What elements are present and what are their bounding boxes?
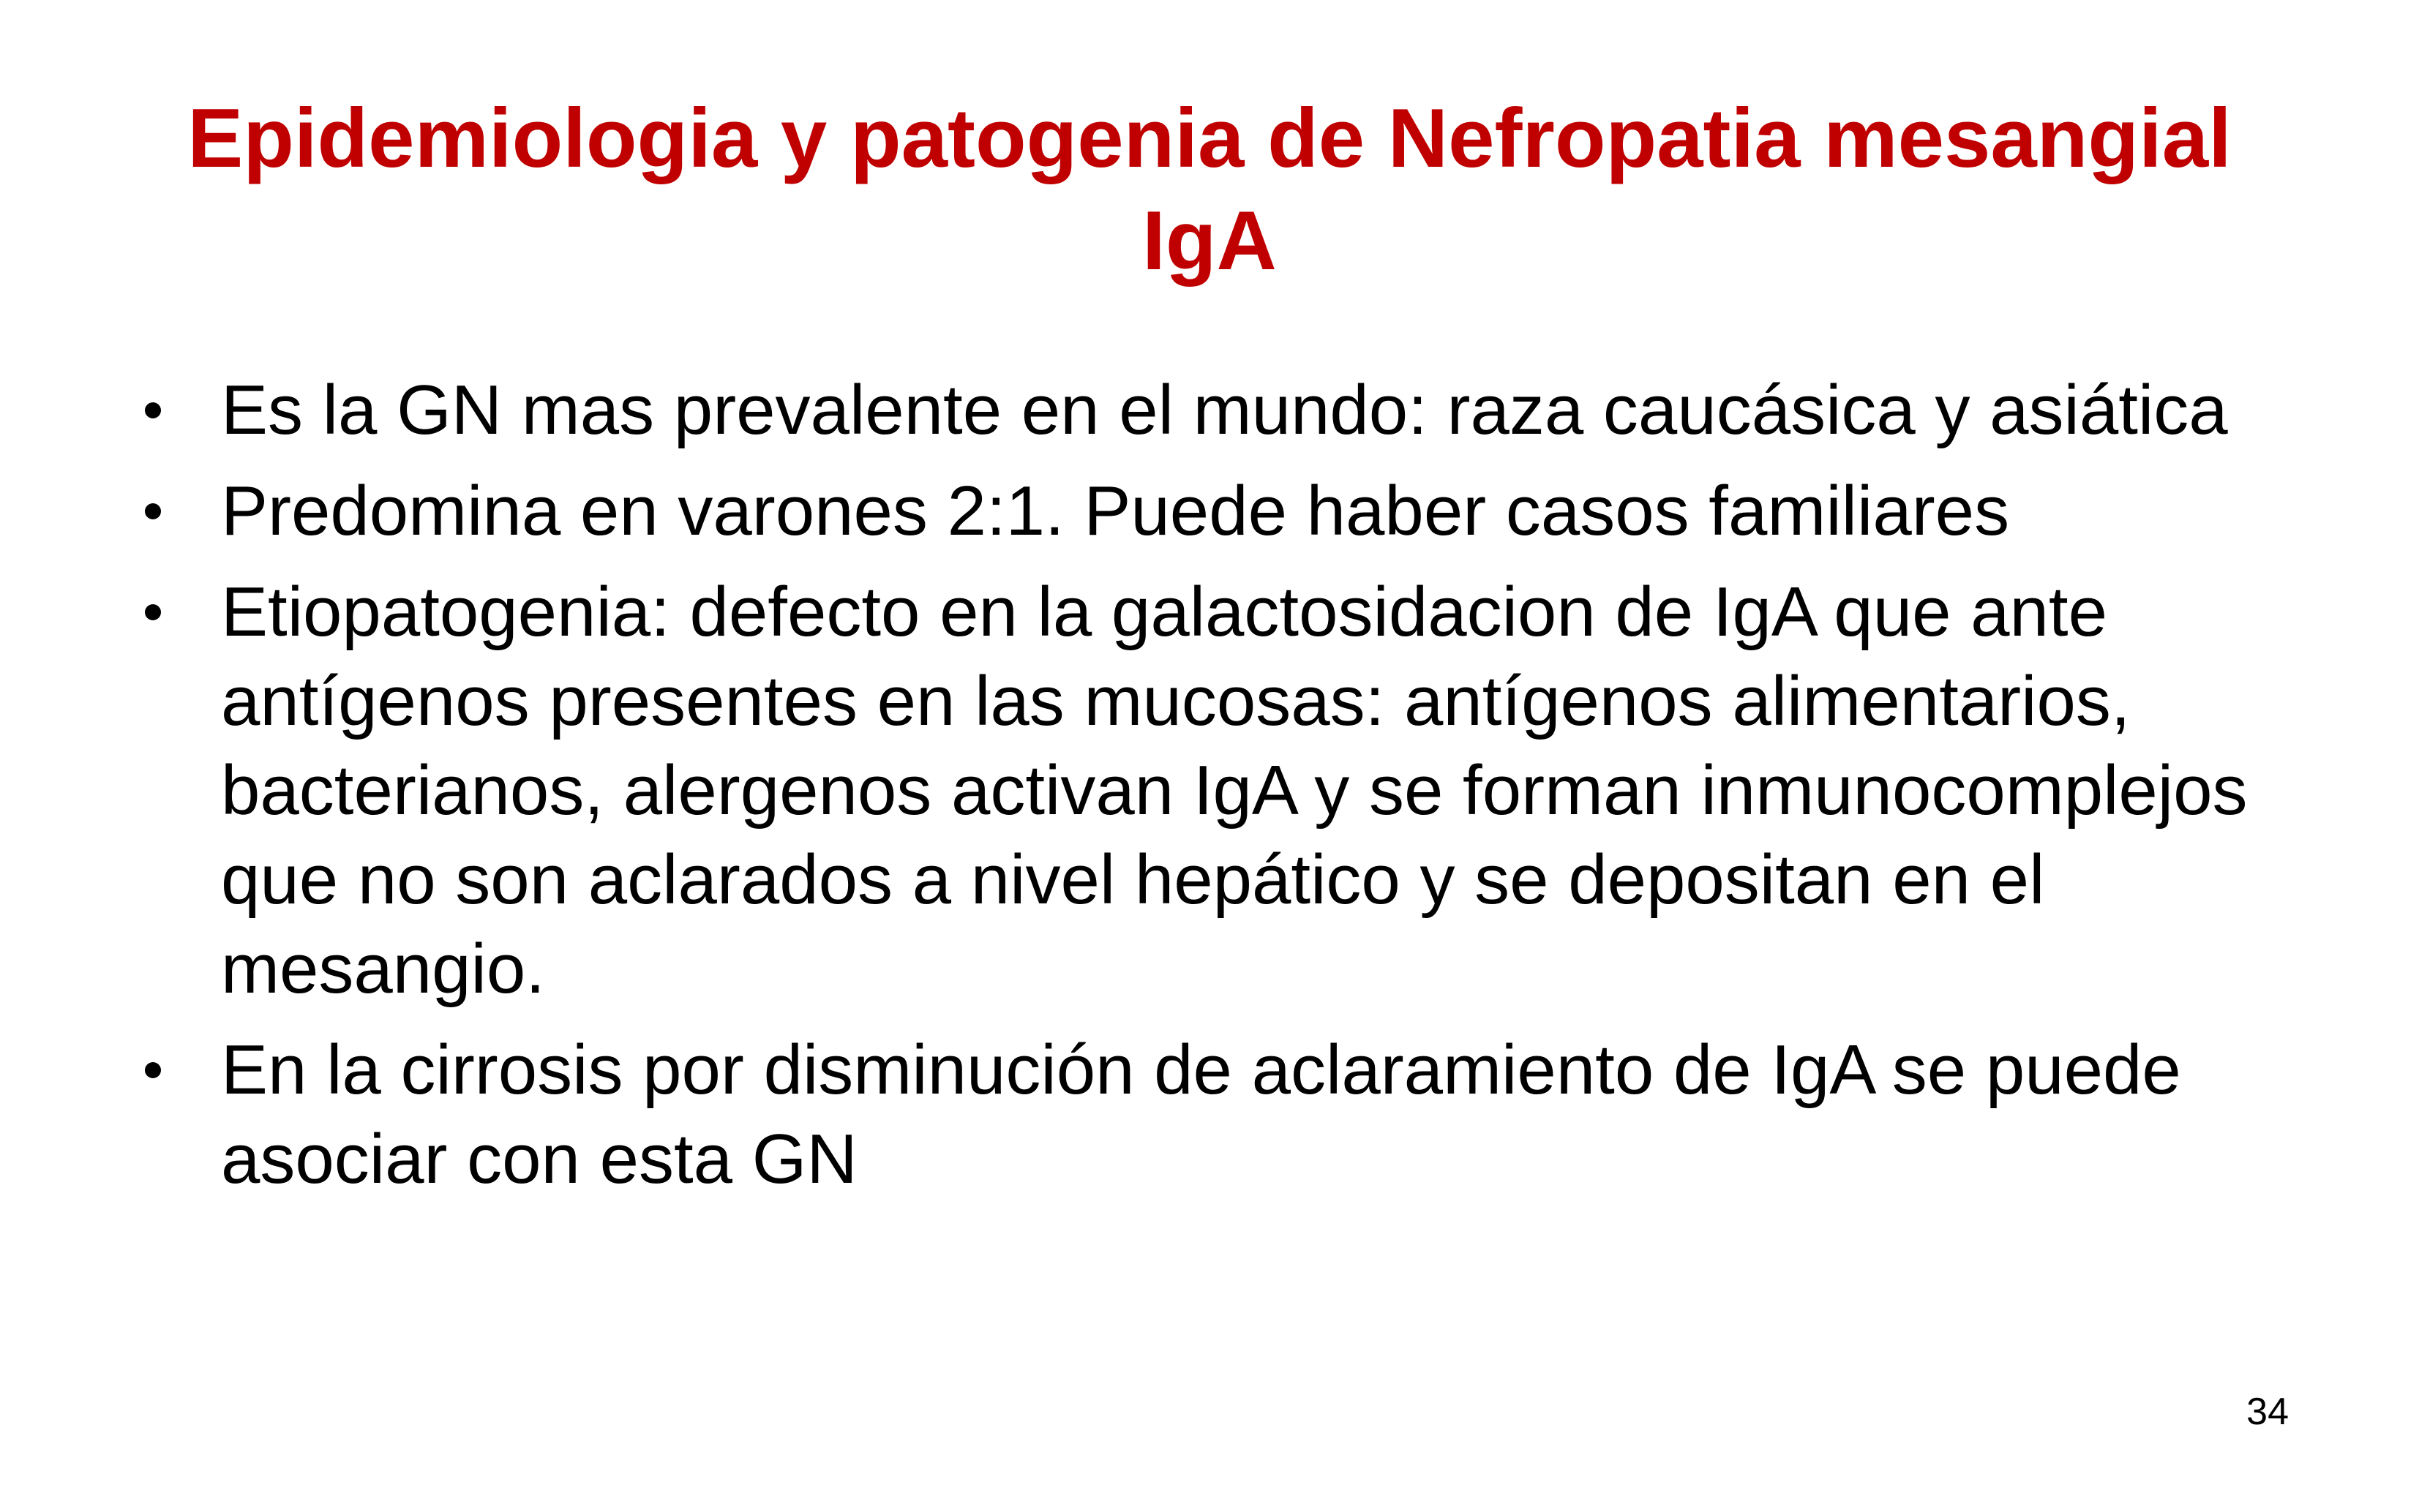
bullet-text: Etiopatogenia: defecto en la galactosidacion de IgA que ante antígenos presentes en las mucosas: antígenos alimentarios, bacterianos, alergenos activan IgA y se forman inmunocomplejos que no son aclarados a nivel hepático y se depositan en el mesangio. — [221, 573, 2248, 1008]
bullet-item — [145, 1026, 2296, 1204]
bullet-dot-icon — [145, 402, 161, 418]
bullet-item — [145, 568, 2296, 1014]
bullet-text: Predomina en varones 2:1. Puede haber casos familiares — [221, 472, 2010, 550]
bullet-dot-icon — [145, 604, 161, 620]
bullet-text: En la cirrosis por disminución de aclaramiento de IgA se puede asociar con esta GN — [221, 1031, 2181, 1198]
slide-number: 34 — [2246, 1391, 2289, 1433]
bullet-dot-icon — [145, 503, 161, 519]
bullet-dot-icon — [145, 1062, 161, 1078]
bullet-list — [145, 366, 2296, 1216]
bullet-item — [145, 366, 2296, 455]
bullet-text: Es la GN mas prevalente en el mundo: raza caucásica y asiática — [221, 371, 2228, 449]
slide-title: Epidemiologia y patogenia de Nefropatia mesangial IgA — [187, 92, 2232, 287]
bullet-item — [145, 467, 2296, 556]
